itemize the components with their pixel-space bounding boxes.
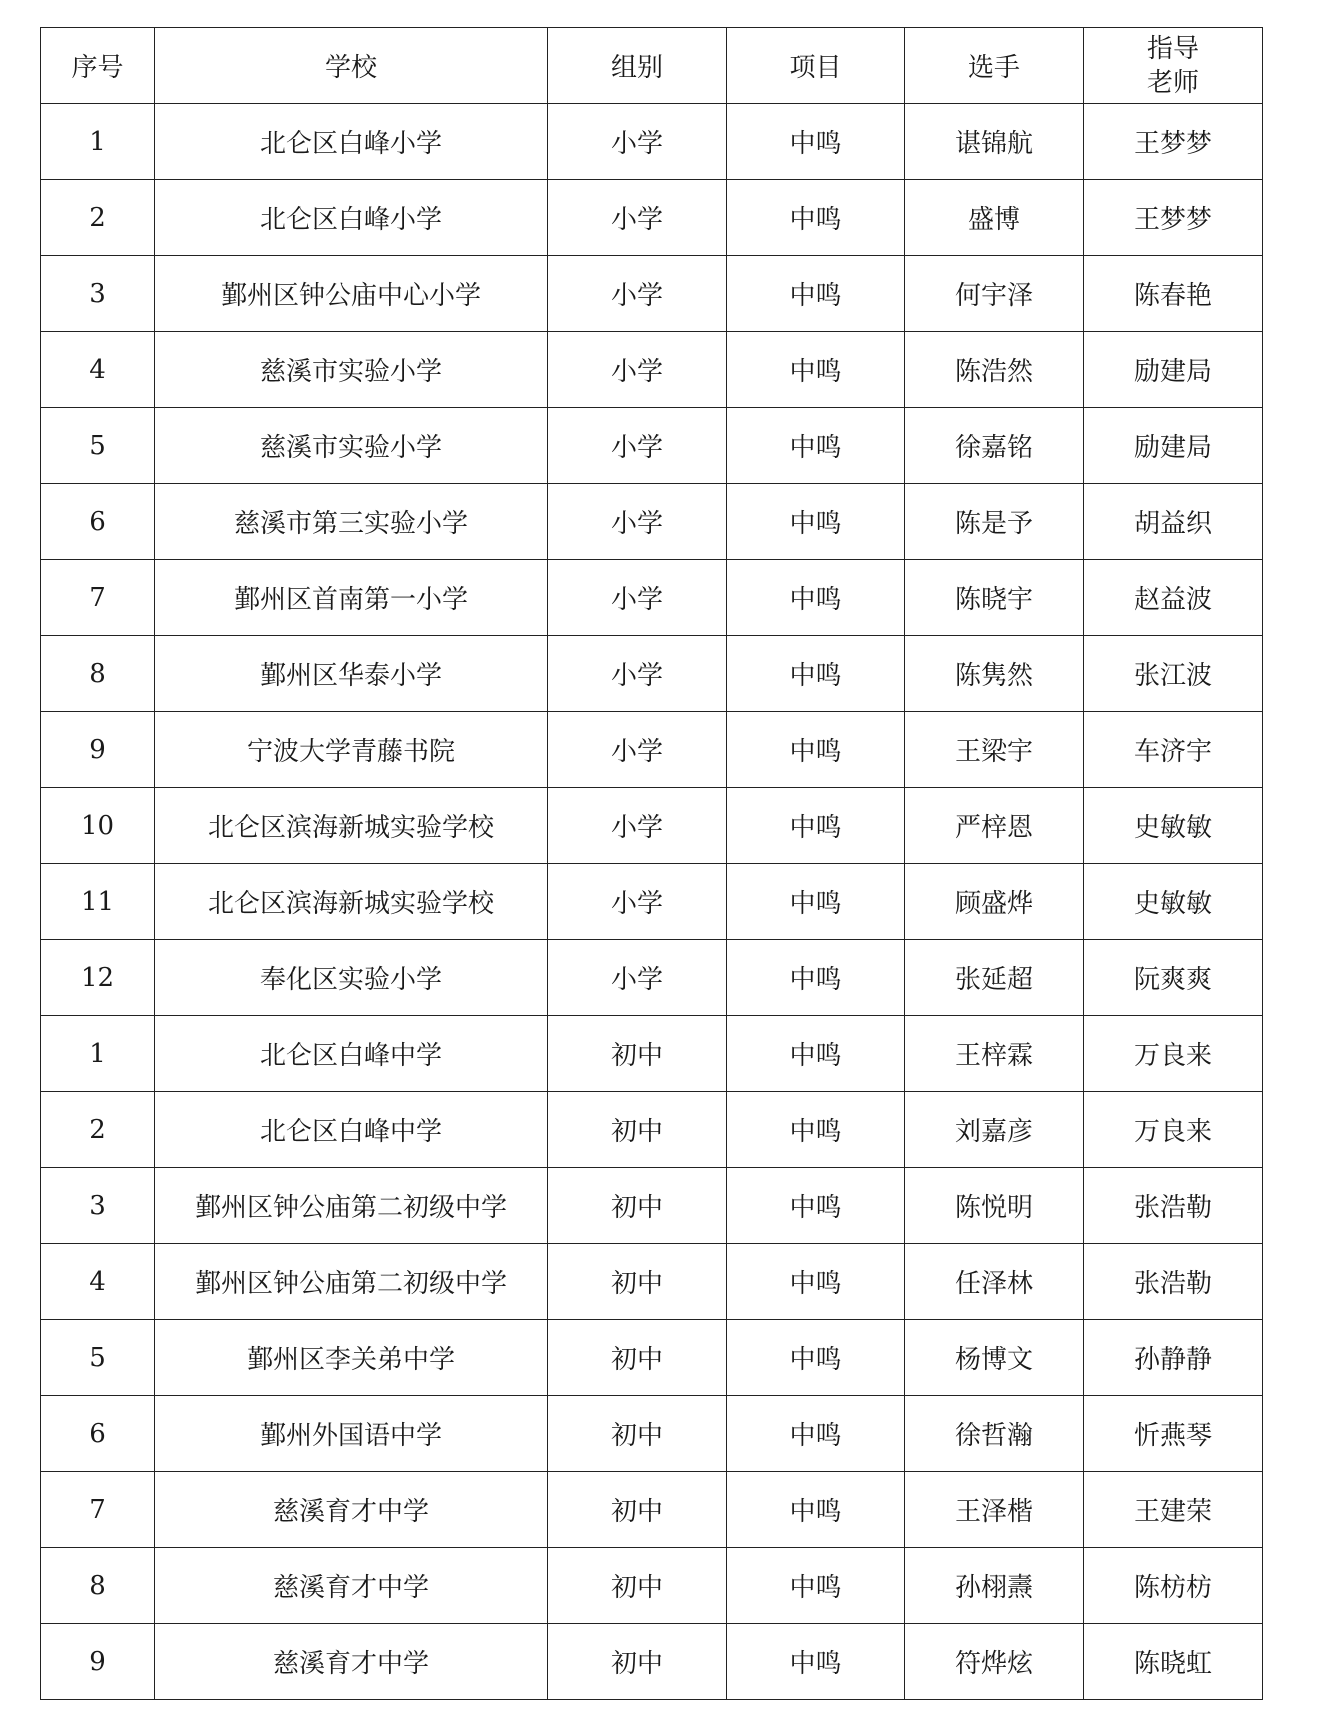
table-row — [41, 1016, 1263, 1092]
cell-event: 中鸣 — [727, 1472, 905, 1548]
cell-school: 鄞州区华泰小学 — [155, 636, 548, 712]
table-row — [41, 1244, 1263, 1320]
cell-group: 小学 — [548, 788, 727, 864]
cell-player: 盛博 — [905, 180, 1084, 256]
cell-player: 陈隽然 — [905, 636, 1084, 712]
header-school: 学校 — [155, 28, 548, 104]
cell-school: 鄞州区钟公庙第二初级中学 — [155, 1244, 548, 1320]
table-row — [41, 1624, 1263, 1700]
cell-group: 初中 — [548, 1244, 727, 1320]
cell-group: 初中 — [548, 1624, 727, 1700]
cell-school: 慈溪市第三实验小学 — [155, 484, 548, 560]
cell-seq: 4 — [41, 332, 155, 408]
cell-event: 中鸣 — [727, 1168, 905, 1244]
cell-school: 鄞州区钟公庙中心小学 — [155, 256, 548, 332]
header-group: 组别 — [548, 28, 727, 104]
header-event: 项目 — [727, 28, 905, 104]
cell-event: 中鸣 — [727, 1016, 905, 1092]
cell-seq: 3 — [41, 256, 155, 332]
cell-event: 中鸣 — [727, 636, 905, 712]
roster-body — [41, 104, 1263, 1700]
cell-seq: 5 — [41, 408, 155, 484]
roster-table — [40, 27, 1263, 1700]
header-teacher — [1084, 28, 1263, 104]
cell-seq: 9 — [41, 1624, 155, 1700]
cell-seq: 8 — [41, 636, 155, 712]
cell-group: 初中 — [548, 1396, 727, 1472]
cell-school: 鄞州外国语中学 — [155, 1396, 548, 1472]
cell-player: 陈悦明 — [905, 1168, 1084, 1244]
cell-teacher: 胡益织 — [1084, 484, 1263, 560]
header-seq: 序号 — [41, 28, 155, 104]
table-row — [41, 408, 1263, 484]
cell-teacher: 励建局 — [1084, 332, 1263, 408]
cell-teacher: 励建局 — [1084, 408, 1263, 484]
cell-school: 北仑区白峰中学 — [155, 1092, 548, 1168]
table-row — [41, 104, 1263, 180]
cell-school: 北仑区滨海新城实验学校 — [155, 864, 548, 940]
cell-school: 慈溪育才中学 — [155, 1624, 548, 1700]
cell-school: 宁波大学青藤书院 — [155, 712, 548, 788]
cell-school: 北仑区白峰小学 — [155, 104, 548, 180]
cell-event: 中鸣 — [727, 788, 905, 864]
cell-teacher: 孙静静 — [1084, 1320, 1263, 1396]
cell-school: 奉化区实验小学 — [155, 940, 548, 1016]
cell-player: 杨博文 — [905, 1320, 1084, 1396]
cell-event: 中鸣 — [727, 1092, 905, 1168]
cell-school: 慈溪市实验小学 — [155, 408, 548, 484]
table-row — [41, 256, 1263, 332]
cell-group: 小学 — [548, 940, 727, 1016]
cell-seq: 5 — [41, 1320, 155, 1396]
cell-teacher: 张江波 — [1084, 636, 1263, 712]
cell-seq: 1 — [41, 1016, 155, 1092]
cell-event: 中鸣 — [727, 864, 905, 940]
cell-event: 中鸣 — [727, 1624, 905, 1700]
table-row — [41, 940, 1263, 1016]
cell-teacher: 张浩勒 — [1084, 1244, 1263, 1320]
header-teacher-line2: 老师 — [1146, 67, 1199, 98]
cell-school: 慈溪市实验小学 — [155, 332, 548, 408]
cell-school: 鄞州区首南第一小学 — [155, 560, 548, 636]
cell-teacher: 车济宇 — [1084, 712, 1263, 788]
cell-school: 慈溪育才中学 — [155, 1472, 548, 1548]
cell-group: 小学 — [548, 712, 727, 788]
cell-school: 鄞州区钟公庙第二初级中学 — [155, 1168, 548, 1244]
table-row — [41, 1320, 1263, 1396]
table-row — [41, 1168, 1263, 1244]
cell-group: 初中 — [548, 1092, 727, 1168]
cell-seq: 2 — [41, 180, 155, 256]
table-row — [41, 180, 1263, 256]
table-row — [41, 1472, 1263, 1548]
cell-player: 王梁宇 — [905, 712, 1084, 788]
cell-teacher: 万良来 — [1084, 1016, 1263, 1092]
cell-player: 孙栩燾 — [905, 1548, 1084, 1624]
cell-event: 中鸣 — [727, 1396, 905, 1472]
cell-player: 徐哲瀚 — [905, 1396, 1084, 1472]
header-teacher-label — [1147, 32, 1199, 100]
cell-player: 陈是予 — [905, 484, 1084, 560]
header-player: 选手 — [905, 28, 1084, 104]
cell-school: 北仑区滨海新城实验学校 — [155, 788, 548, 864]
cell-event: 中鸣 — [727, 940, 905, 1016]
cell-player: 陈浩然 — [905, 332, 1084, 408]
table-row — [41, 1396, 1263, 1472]
cell-player: 王泽楷 — [905, 1472, 1084, 1548]
header-teacher-line1: 指导 — [1146, 33, 1199, 64]
cell-event: 中鸣 — [727, 256, 905, 332]
cell-seq: 7 — [41, 1472, 155, 1548]
cell-player: 张延超 — [905, 940, 1084, 1016]
table-row — [41, 1092, 1263, 1168]
cell-group: 小学 — [548, 104, 727, 180]
cell-seq: 6 — [41, 1396, 155, 1472]
cell-player: 任泽林 — [905, 1244, 1084, 1320]
cell-seq: 4 — [41, 1244, 155, 1320]
cell-event: 中鸣 — [727, 180, 905, 256]
cell-group: 小学 — [548, 864, 727, 940]
cell-player: 顾盛烨 — [905, 864, 1084, 940]
cell-group: 初中 — [548, 1016, 727, 1092]
table-row — [41, 332, 1263, 408]
cell-seq: 1 — [41, 104, 155, 180]
cell-seq: 10 — [41, 788, 155, 864]
cell-seq: 2 — [41, 1092, 155, 1168]
cell-school: 鄞州区李关弟中学 — [155, 1320, 548, 1396]
cell-group: 小学 — [548, 636, 727, 712]
table-row — [41, 864, 1263, 940]
cell-group: 初中 — [548, 1320, 727, 1396]
cell-player: 徐嘉铭 — [905, 408, 1084, 484]
cell-event: 中鸣 — [727, 1320, 905, 1396]
cell-group: 初中 — [548, 1168, 727, 1244]
table-row — [41, 712, 1263, 788]
cell-teacher: 陈晓虹 — [1084, 1624, 1263, 1700]
cell-seq: 12 — [41, 940, 155, 1016]
cell-player: 谌锦航 — [905, 104, 1084, 180]
cell-event: 中鸣 — [727, 332, 905, 408]
cell-teacher: 阮爽爽 — [1084, 940, 1263, 1016]
cell-event: 中鸣 — [727, 104, 905, 180]
cell-teacher: 陈春艳 — [1084, 256, 1263, 332]
cell-seq: 8 — [41, 1548, 155, 1624]
cell-teacher: 万良来 — [1084, 1092, 1263, 1168]
cell-seq: 7 — [41, 560, 155, 636]
cell-group: 小学 — [548, 560, 727, 636]
cell-school: 北仑区白峰小学 — [155, 180, 548, 256]
cell-player: 王梓霖 — [905, 1016, 1084, 1092]
cell-seq: 6 — [41, 484, 155, 560]
cell-teacher: 王梦梦 — [1084, 104, 1263, 180]
cell-teacher: 王建荣 — [1084, 1472, 1263, 1548]
cell-event: 中鸣 — [727, 560, 905, 636]
table-row — [41, 788, 1263, 864]
cell-player: 何宇泽 — [905, 256, 1084, 332]
cell-teacher: 陈枋枋 — [1084, 1548, 1263, 1624]
cell-player: 刘嘉彦 — [905, 1092, 1084, 1168]
cell-teacher: 张浩勒 — [1084, 1168, 1263, 1244]
cell-teacher: 忻燕琴 — [1084, 1396, 1263, 1472]
cell-player: 陈晓宇 — [905, 560, 1084, 636]
cell-player: 符烨炫 — [905, 1624, 1084, 1700]
table-row — [41, 1548, 1263, 1624]
cell-event: 中鸣 — [727, 712, 905, 788]
cell-school: 慈溪育才中学 — [155, 1548, 548, 1624]
cell-event: 中鸣 — [727, 1548, 905, 1624]
table-row — [41, 484, 1263, 560]
cell-event: 中鸣 — [727, 408, 905, 484]
cell-group: 小学 — [548, 256, 727, 332]
document-page — [40, 27, 1263, 1700]
cell-seq: 11 — [41, 864, 155, 940]
cell-seq: 9 — [41, 712, 155, 788]
cell-school: 北仑区白峰中学 — [155, 1016, 548, 1092]
cell-teacher: 赵益波 — [1084, 560, 1263, 636]
table-row — [41, 560, 1263, 636]
cell-teacher: 史敏敏 — [1084, 864, 1263, 940]
cell-player: 严梓恩 — [905, 788, 1084, 864]
cell-group: 初中 — [548, 1548, 727, 1624]
table-row — [41, 636, 1263, 712]
cell-seq: 3 — [41, 1168, 155, 1244]
cell-teacher: 王梦梦 — [1084, 180, 1263, 256]
cell-group: 小学 — [548, 484, 727, 560]
table-header-row — [41, 28, 1263, 104]
cell-teacher: 史敏敏 — [1084, 788, 1263, 864]
cell-group: 小学 — [548, 408, 727, 484]
cell-group: 小学 — [548, 180, 727, 256]
cell-event: 中鸣 — [727, 1244, 905, 1320]
cell-group: 小学 — [548, 332, 727, 408]
cell-group: 初中 — [548, 1472, 727, 1548]
cell-event: 中鸣 — [727, 484, 905, 560]
